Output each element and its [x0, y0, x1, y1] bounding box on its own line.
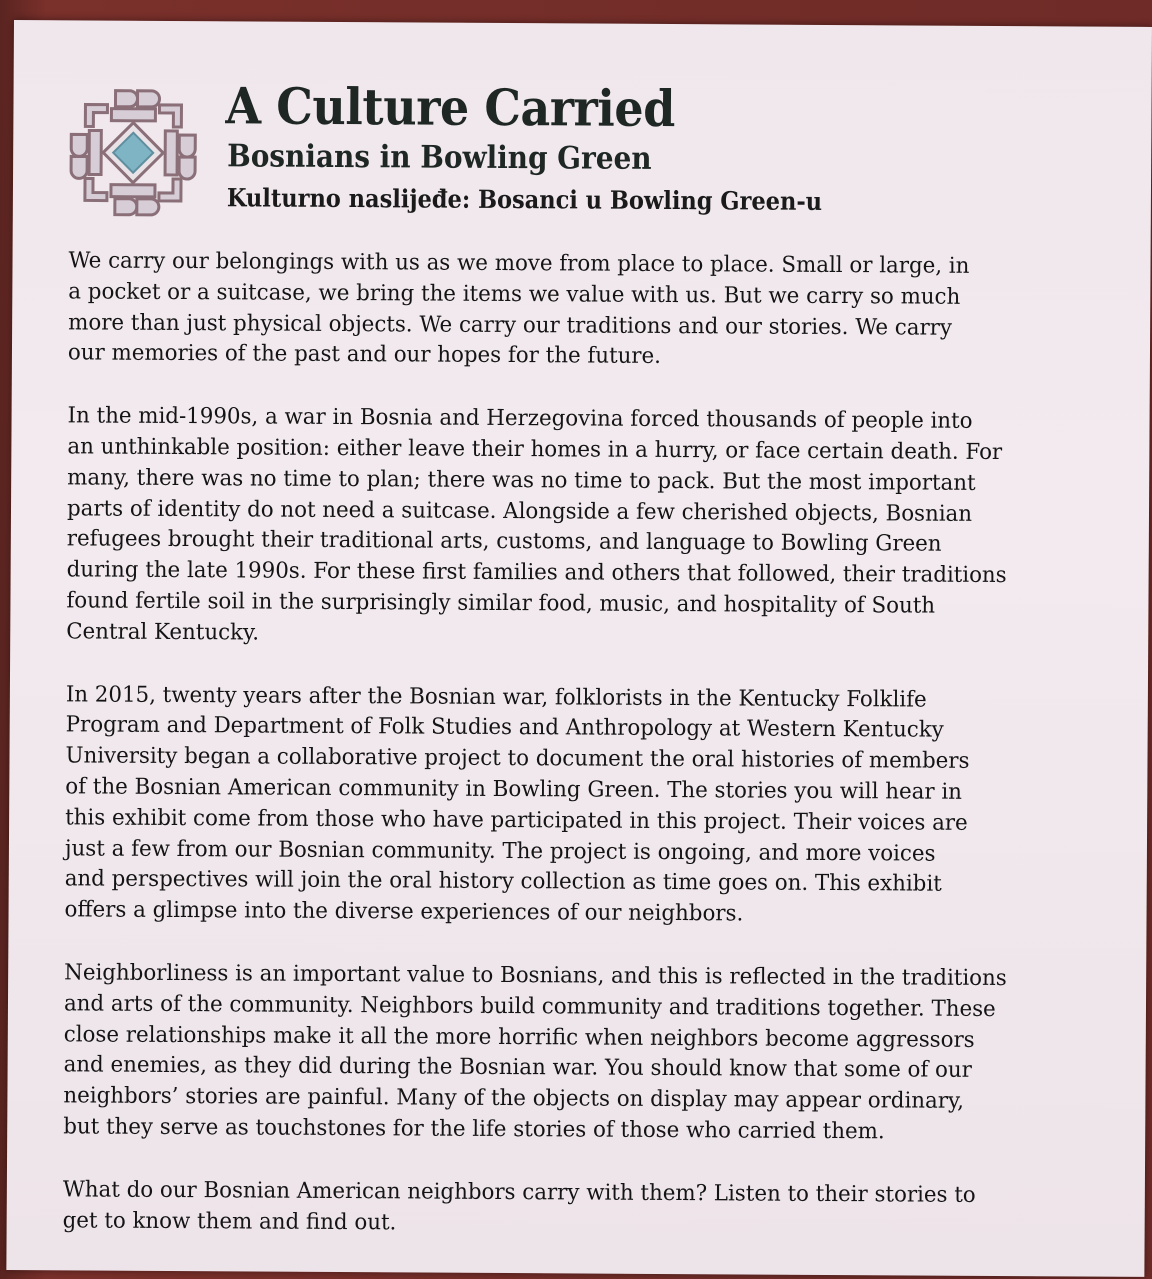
exhibit-subtitle-bosnian: Kulturno naslijeđe: Bosanci u Bowling Green-u: [226, 183, 823, 216]
exhibit-body-text: [62, 246, 1098, 1275]
exhibit-title: A Culture Carried: [225, 76, 676, 139]
paragraph-war: In the mid-1990s, a war in Bosnia and Herzegovina forced thousands of people into an unthinkable position: either leave their homes in a hurry, or face certain death. For many, there was no time to plan; there was no time to pack. But the most important parts of identity do not need a suitcase. Alongside a few cherished objects, Bosnian refugees brought their traditional arts, customs, and language to Bowling Green during the late 1990s. For these first families and others that followed, their traditions found fertile soil in the surprisingly similar food, music, and hospitality of South Central Kentucky.: [66, 403, 1007, 646]
paragraph-closing: What do our Bosnian American neighbors carry with them? Listen to their stories to get to know them and find out.: [62, 1177, 976, 1235]
paragraph-intro: We carry our belongings with us as we move from place to place. Small or large, in a pocket or a suitcase, we bring the items we value with us. But we carry so much more than just physical objects. We carry our traditions and our stories. We carry our memories of the past and our hopes for the future.: [67, 248, 970, 370]
exhibit-panel: [6, 20, 1152, 1277]
bosnian-motif-logo-icon: [63, 82, 204, 223]
paragraph-neighborliness: Neighborliness is an important value to Bosnians, and this is reflected in the traditions and arts of the community. Neighbors build community and traditions together. These close relationships make it all the more horrific when neighbors become aggressors and enemies, as they did during the Bosnian war. You should know that some of our neighbors’ stories are painful. Many of the objects on display may appear ordinary, but they serve as touchstones for the life stories of those who carried them.: [63, 960, 1007, 1145]
paragraph-project: In 2015, twenty years after the Bosnian war, folklorists in the Kentucky Folklife Program and Department of Folk Studies and Anthropology at Western Kentucky University began a collaborative project to document the oral histories of members of the Bosnian American community in Bowling Green. The stories you will hear in this exhibit come from those who have participated in this project. Their voices are just a few from our Bosnian community. The project is ongoing, and more voices and perspectives will join the oral history collection as time goes on. This exhibit offers a glimpse into the diverse experiences of our neighbors.: [64, 681, 970, 927]
exhibit-subtitle: Bosnians in Bowling Green: [227, 138, 652, 177]
